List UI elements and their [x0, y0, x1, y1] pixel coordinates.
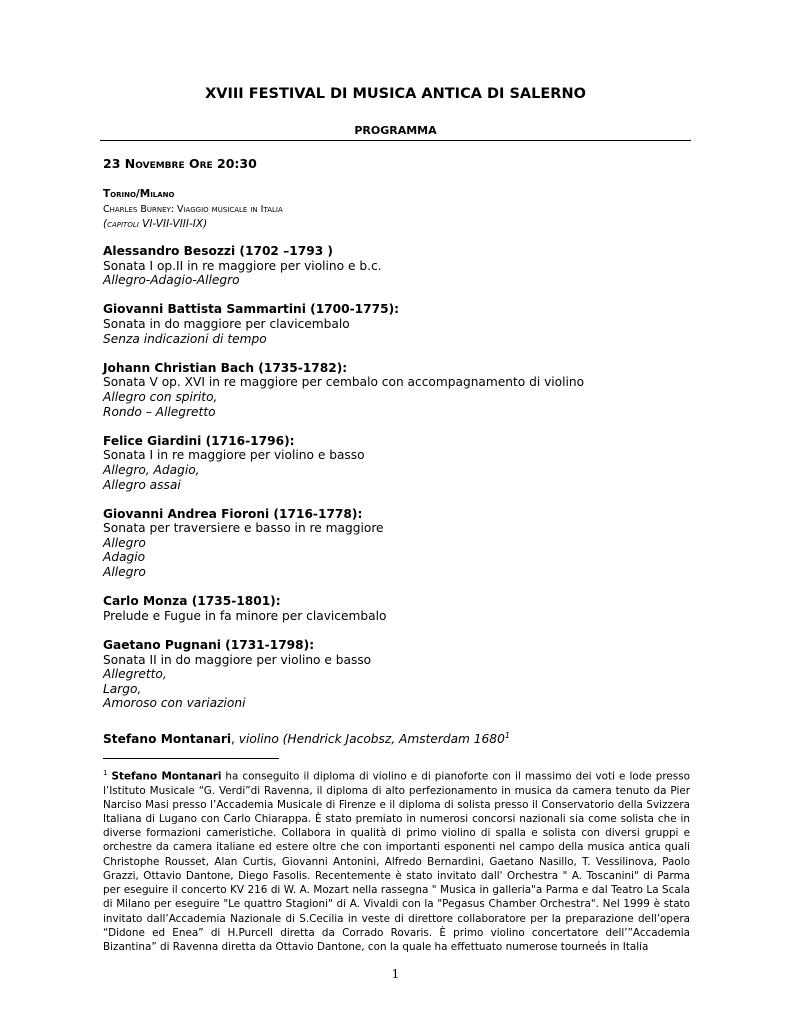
- footnote-reference[interactable]: 1: [504, 731, 510, 740]
- movement: Allegro assai: [103, 477, 181, 492]
- event-chapters: (capitoli VI-VII-VIII-IX): [103, 218, 208, 230]
- event-work: Charles Burney: Viaggio musicale in Italia: [103, 204, 283, 215]
- composer-name: Giovanni Battista Sammartini (1700-1775):: [103, 302, 400, 317]
- performer-instrument: violino (Hendrick Jacobsz, Amsterdam 1680: [238, 732, 505, 747]
- movement: Allegro: [103, 535, 146, 550]
- work-title: Sonata I op.II in re maggiore per violino e b.c.: [103, 258, 382, 273]
- movement: Senza indicazioni di tempo: [103, 331, 267, 346]
- event-subtitle: [103, 187, 283, 232]
- footnote-separator: [103, 758, 279, 759]
- event-date: 23 Novembre Ore 20:30: [103, 156, 257, 171]
- program-item: [103, 302, 693, 346]
- program-item: [103, 434, 693, 492]
- movement: Allegro con spirito,: [103, 389, 218, 404]
- program-item: [103, 244, 693, 288]
- movement: Rondo – Allegretto: [103, 404, 216, 419]
- work-title: Sonata per traversiere e basso in re maggiore: [103, 521, 384, 536]
- program-item: [103, 361, 693, 419]
- work-title: Sonata II in do maggiore per violino e basso: [103, 652, 372, 667]
- movement: Largo,: [103, 681, 142, 696]
- composer-name: Alessandro Besozzi (1702 –1793 ): [103, 244, 333, 258]
- program-item: [103, 507, 693, 580]
- movement: Allegro, Adagio,: [103, 462, 200, 477]
- movement: Amoroso con variazioni: [103, 696, 246, 711]
- movement: Allegro: [103, 565, 146, 580]
- work-title: Sonata V op. XVI in re maggiore per cembalo con accompagnamento di violino: [103, 375, 585, 390]
- program-item: [103, 638, 693, 711]
- footnote: [103, 766, 690, 954]
- performer-line: [103, 731, 510, 746]
- performer-name: Stefano Montanari: [103, 732, 232, 747]
- footnote-marker: 1: [103, 769, 108, 777]
- composer-name: Gaetano Pugnani (1731-1798):: [103, 638, 315, 653]
- header-rule: [100, 140, 691, 141]
- composer-name: Felice Giardini (1716-1796):: [103, 433, 295, 448]
- movement: Allegretto,: [103, 667, 167, 682]
- event-city: Torino/Milano: [103, 188, 175, 200]
- movement: Allegro-Adagio-Allegro: [103, 273, 240, 288]
- movement: Adagio: [103, 550, 146, 565]
- page-number: 1: [391, 967, 400, 981]
- footnote-text: ha conseguito il diploma di violino e di pianoforte con il massimo dei voti e lode presso l’Istituto Musicale “G. Verdi”di Ravenna, il diploma di alto perfezionamento in musica da camera tenuto da Pier Narciso Masi presso l’Accademia Musicale di Firenze e il diploma di solista presso il Conservatorio della Svizzera Italiana di Lugano con Carlo Chiarappa. È stato premiato in numerosi concorsi nazionali sia come solista che in diverse formazioni cameristiche. Collabora in qualità di primo violino di spalla e solista con diversi gruppi e orchestre da camera italiane ed estere oltre che con importanti esponenti nel campo della musica antica quali Christophe Rousset, Alan Curtis, Giovanni Antonini, Alfredo Bernardini, Gaetano Nasillo, T. Vessilinova, Paolo Grazzi, Ottavio Dantone, Diego Fasolis. Recentemente è stato invitato dall' Orchestra " A. Toscanini" di Parma per eseguire il concerto KV 216 di W. A. Mozart nella rassegna " Musica in galleria"a Parma e dal Teatro La Scala di Milano per eseguire "Le quattro Stagioni" di A. Vivaldi con la "Pegasus Chamber Orchestra". Nel 1999 è stato invitato dall’Accademia Nazionale di S.Cecilia in veste di direttore collaboratore per la preparazione dell’opera “Didone ed Enea” di H.Purcell diretta da Corrado Rovaris. È primo violino concertatore dell’”Accademia Bizantina” di Ravenna diretta da Ottavio Dantone, con la quale ha effettuato numerose tourneés in Italia: [103, 770, 690, 953]
- work-title: Sonata in do maggiore per clavicembalo: [103, 316, 350, 331]
- work-title: Prelude e Fugue in fa minore per clavicembalo: [103, 608, 387, 623]
- program-item: [103, 594, 693, 623]
- program-list: [103, 244, 693, 726]
- footnote-name: Stefano Montanari: [111, 770, 222, 783]
- composer-name: Giovanni Andrea Fioroni (1716-1778):: [103, 506, 363, 521]
- composer-name: Johann Christian Bach (1735-1782):: [103, 360, 348, 375]
- performer-separator: ,: [231, 732, 239, 747]
- work-title: Sonata I in re maggiore per violino e basso: [103, 448, 365, 463]
- program-heading: PROGRAMMA: [354, 124, 437, 137]
- festival-title: XVIII FESTIVAL DI MUSICA ANTICA DI SALERNO: [205, 86, 586, 102]
- composer-name: Carlo Monza (1735-1801):: [103, 594, 281, 609]
